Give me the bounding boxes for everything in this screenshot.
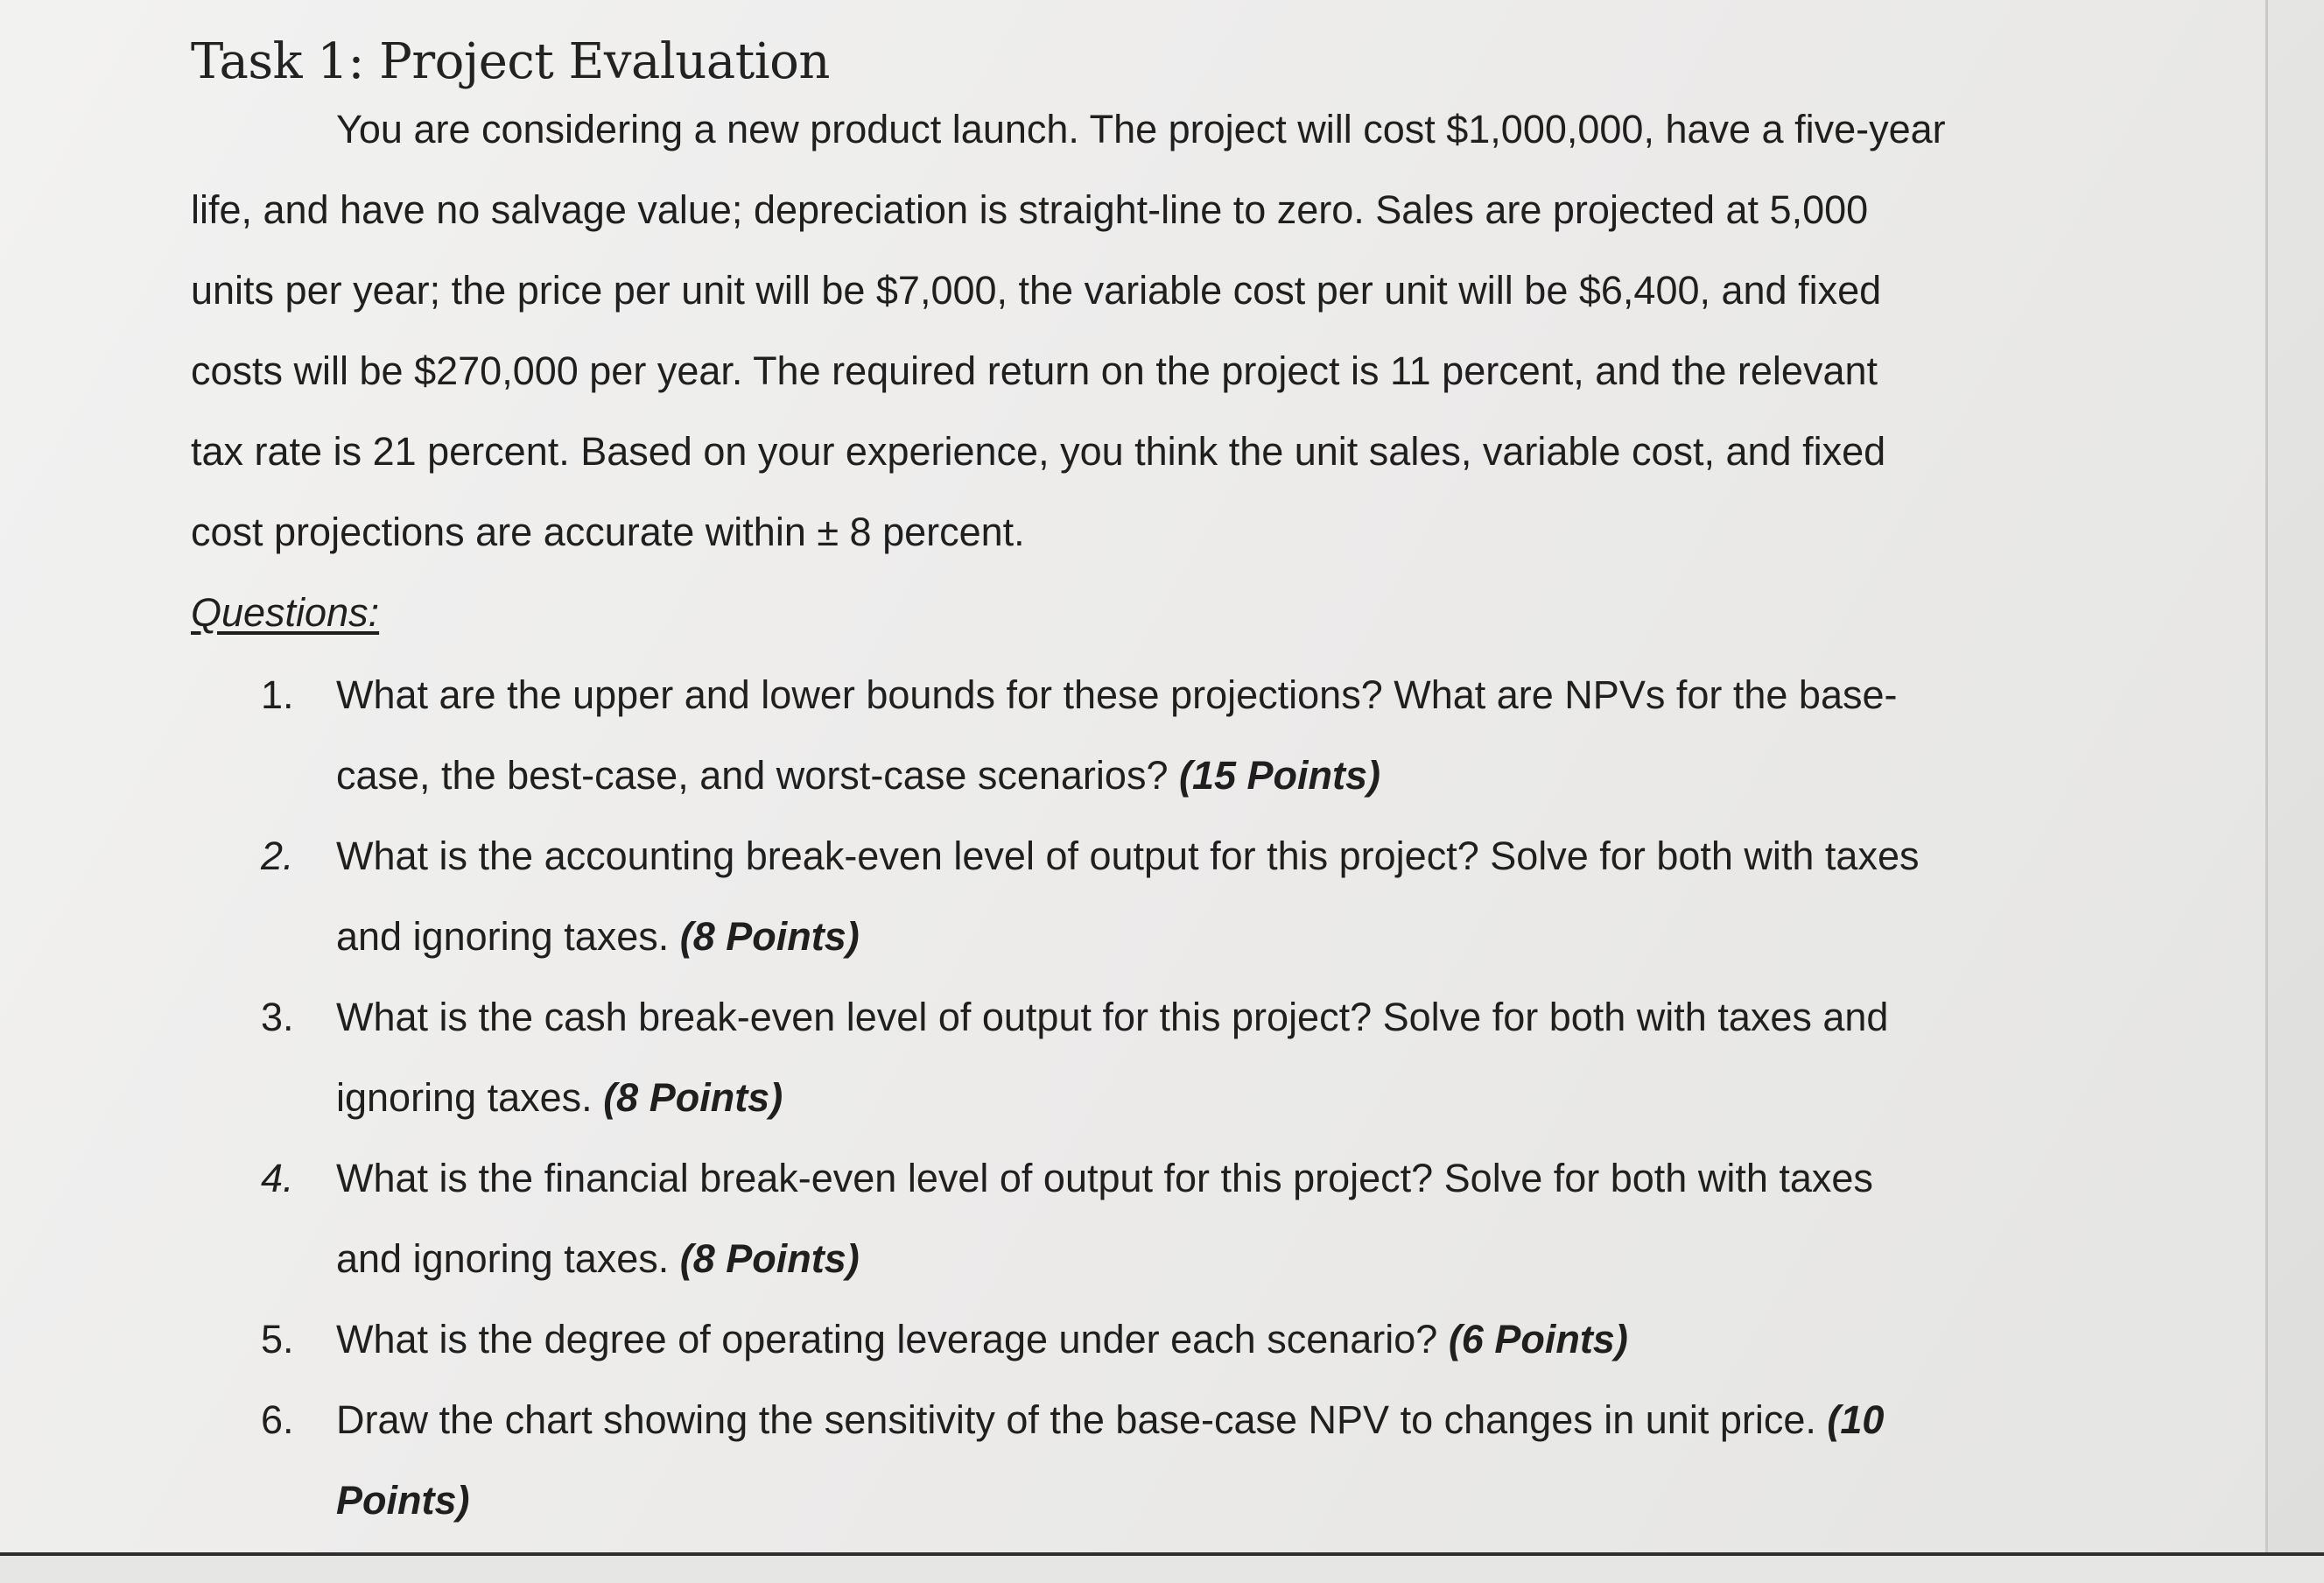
question-text: ignoring taxes. — [336, 1075, 604, 1120]
paragraph-line-1: You are considering a new product launch. The project will cost $1,000,000, have a five-year — [336, 107, 1946, 151]
question-text: and ignoring taxes. — [336, 914, 680, 959]
task-title: Task 1: Project Evaluation — [191, 33, 830, 90]
question-text: and ignoring taxes. — [336, 1236, 680, 1281]
question-number: 5. — [261, 1317, 294, 1361]
question-number: 2. — [261, 834, 294, 878]
question-number: 1. — [261, 672, 294, 717]
question-3-line-2 — [336, 1075, 783, 1121]
question-text: Draw the chart showing the sensitivity of the base-case NPV to changes in unit price. — [336, 1397, 1828, 1442]
question-points: (10 — [1827, 1397, 1885, 1442]
question-points: Points) — [336, 1478, 470, 1523]
question-points: (8 Points) — [679, 1236, 860, 1281]
question-text: What is the degree of operating leverage under each scenario? — [336, 1317, 1449, 1361]
question-5-line-1 — [336, 1317, 1628, 1362]
question-4-line-2 — [336, 1236, 860, 1282]
paragraph-line-6: cost projections are accurate within ± 8 percent. — [191, 510, 1025, 554]
question-1-line-2 — [336, 753, 1380, 799]
question-points: (15 Points) — [1178, 753, 1381, 798]
paragraph-line-5: tax rate is 21 percent. Based on your experience, you think the unit sales, variable cost, and fixed — [191, 429, 1886, 474]
paragraph-line-4: costs will be $270,000 per year. The required return on the project is 11 percent, and the relevant — [191, 348, 1878, 393]
question-6-line-1 — [336, 1397, 1884, 1443]
questions-heading: Questions: — [191, 590, 380, 635]
question-3-line-1: What is the cash break-even level of output for this project? Solve for both with taxes and — [336, 995, 1889, 1039]
question-number: 3. — [261, 995, 294, 1039]
question-points: (8 Points) — [679, 914, 860, 959]
question-points: (6 Points) — [1448, 1317, 1628, 1361]
question-number: 4. — [261, 1156, 294, 1200]
paragraph-line-3: units per year; the price per unit will be $7,000, the variable cost per unit will be $6,400, and fixed — [191, 268, 1882, 313]
question-text: case, the best-case, and worst-case scenarios? — [336, 753, 1179, 798]
question-6-line-2 — [336, 1478, 470, 1523]
background-surface — [0, 1556, 2324, 1583]
paragraph-line-2: life, and have no salvage value; depreciation is straight-line to zero. Sales are projected at 5,000 — [191, 187, 1869, 232]
question-2-line-1: What is the accounting break-even level of output for this project? Solve for both with taxes — [336, 834, 1920, 878]
question-points: (8 Points) — [603, 1075, 783, 1120]
question-4-line-1: What is the financial break-even level of output for this project? Solve for both with taxes — [336, 1156, 1873, 1200]
question-number: 6. — [261, 1397, 294, 1442]
question-1-line-1: What are the upper and lower bounds for these projections? What are NPVs for the base- — [336, 672, 1898, 717]
question-2-line-2 — [336, 914, 860, 960]
